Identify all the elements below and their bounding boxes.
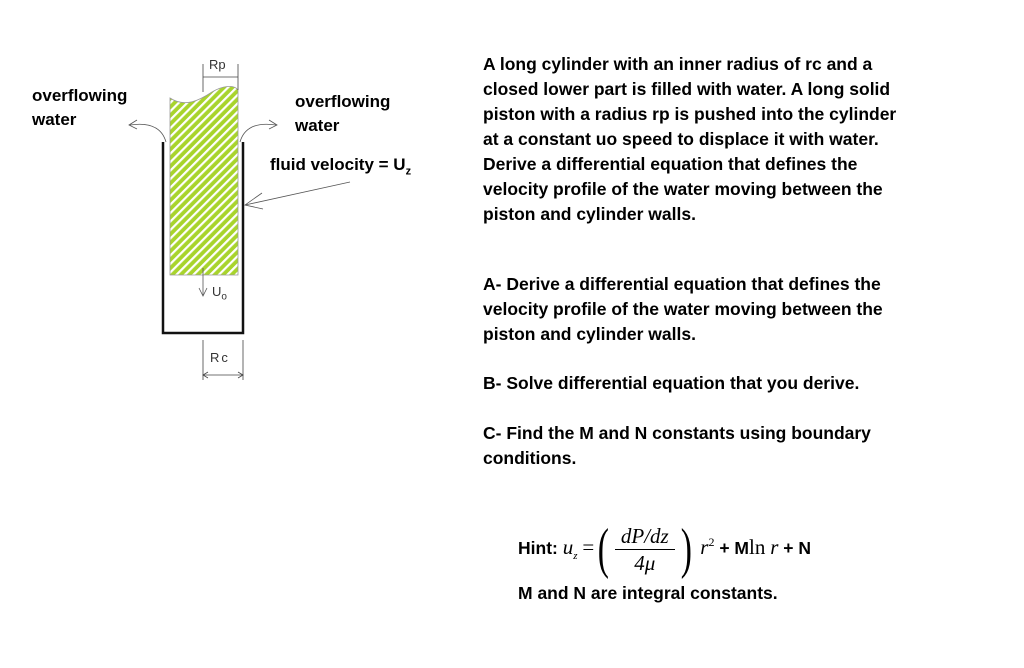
fluid-velocity-sub: z (405, 165, 412, 178)
label-line: water (295, 116, 340, 135)
hint-plus-n: + N (783, 538, 812, 558)
question-c (483, 421, 1003, 471)
problem-line: Derive a differential equation that defines the (483, 154, 858, 174)
question-line: A- Derive a differential equation that defines the (483, 274, 881, 294)
problem-line: piston with a radius rp is pushed into the cylinder (483, 104, 897, 124)
problem-line: at a constant uo speed to displace it with water. (483, 129, 879, 149)
hint-note: M and N are integral constants. (518, 583, 778, 603)
question-line: piston and cylinder walls. (483, 324, 696, 344)
hint-r2: r (770, 535, 779, 559)
hint-ln: ln (749, 535, 766, 559)
hint-plus-m: + M (719, 538, 749, 558)
overflow-label-right (295, 90, 390, 138)
label-line: water (32, 110, 77, 129)
overflow-arrow-right-icon (240, 120, 277, 142)
overflow-label-left (32, 84, 127, 132)
label-line: overflowing (32, 86, 128, 105)
question-b (483, 371, 1003, 396)
problem-line: velocity profile of the water moving between the (483, 179, 883, 199)
label-line: overflowing (295, 92, 391, 111)
question-line: B- Solve differential equation that you derive. (483, 373, 860, 393)
question-line: C- Find the M and N constants using boundary (483, 423, 871, 443)
uo-sub: o (221, 291, 227, 303)
problem-line: closed lower part is filled with water. A long solid (483, 79, 891, 99)
question-a (483, 272, 1003, 347)
hint-lhs-sub: z (573, 550, 578, 563)
uo-text: U (212, 284, 222, 299)
hint-numerator: dP/dz (615, 523, 675, 550)
fluid-velocity-label (270, 153, 411, 183)
question-line: conditions. (483, 448, 577, 468)
problem-line: A long cylinder with an inner radius of rc and a (483, 54, 873, 74)
hint-r: r (700, 535, 709, 559)
hint-denominator: 4μ (634, 550, 656, 575)
piston (170, 86, 238, 275)
question-line: velocity profile of the water moving between the (483, 299, 883, 319)
overflow-arrow-left-icon (129, 120, 166, 142)
hint-lhs: u (562, 535, 574, 559)
rc-label: Rc (210, 350, 230, 365)
problem-statement (483, 52, 1003, 227)
fluid-velocity-arrow-icon (245, 182, 350, 209)
rp-label: Rp (209, 57, 226, 72)
uo-label (212, 284, 227, 303)
hint-equals: = (582, 535, 595, 559)
problem-line: piston and cylinder walls. (483, 204, 696, 224)
fluid-velocity-text: fluid velocity = U (270, 155, 406, 174)
hint-equation: Hint: $u_z$ =( $\frac{dP/dz}{4\mu}$ ) $r^2 + Mln$ r + N (518, 518, 812, 581)
hint-r-sup: 2 (708, 535, 715, 549)
hint-label: Hint: (518, 538, 558, 558)
